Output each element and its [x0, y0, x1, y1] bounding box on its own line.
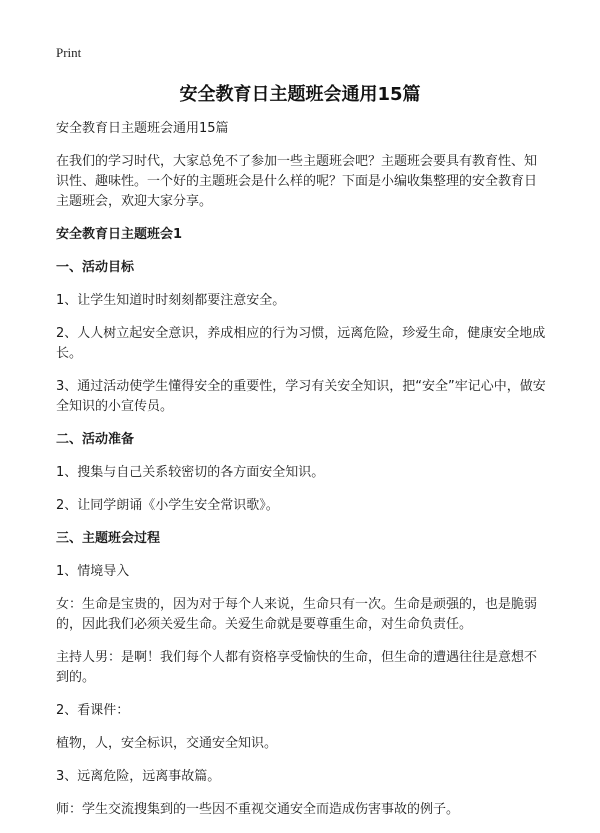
list-item: 3、通过活动使学生懂得安全的重要性，学习有关安全知识，把“安全”牢记心中，做安全知识的小宣传员。 [56, 379, 546, 414]
list-item: 2、看课件： [56, 703, 130, 718]
body-paragraph: 植物，人，安全标识，交通安全知识。 [56, 736, 278, 751]
subtitle-paragraph: 安全教育日主题班会通用15篇 [56, 121, 229, 136]
list-item: 3、远离危险，远离事故篇。 [56, 769, 221, 784]
list-item: 2、让同学朗诵《小学生安全常识歌》。 [56, 498, 279, 513]
list-item: 1、让学生知道时时刻刻都要注意安全。 [56, 293, 286, 308]
body-paragraph: 女：生命是宝贵的，因为对于每个人来说，生命只有一次。生命是顽强的，也是脆弱的，因此我们必须关爱生命。关爱生命就是要尊重生命，对生命负责任。 [56, 597, 538, 632]
body-paragraph: 师：学生交流搜集到的一些因不重视交通安全而造成伤害事故的例子。 [56, 802, 460, 817]
body-paragraph: 主持人男：是啊！我们每个人都有资格享受愉快的生命，但生命的遭遇往往是意想不到的。 [56, 650, 538, 685]
document-body [56, 119, 546, 833]
list-item: 2、人人树立起安全意识，养成相应的行为习惯，远离危险，珍爱生命，健康安全地成长。 [56, 326, 546, 361]
document-title: 安全教育日主题班会通用15篇 [179, 84, 421, 105]
section-heading: 安全教育日主题班会1 [56, 227, 183, 242]
list-item: 1、情境导入 [56, 564, 130, 579]
subsection-heading: 三、主题班会过程 [56, 531, 161, 546]
intro-paragraph: 在我们的学习时代，大家总免不了参加一些主题班会吧？主题班会要具有教育性、知识性、趣味性。一个好的主题班会是什么样的呢？下面是小编收集整理的安全教育日主题班会，欢迎大家分享。 [56, 154, 538, 209]
print-label: Print [56, 45, 82, 60]
list-item: 1、搜集与自己关系较密切的各方面安全知识。 [56, 465, 325, 480]
subsection-heading: 一、活动目标 [56, 260, 135, 275]
subsection-heading: 二、活动准备 [56, 432, 135, 447]
